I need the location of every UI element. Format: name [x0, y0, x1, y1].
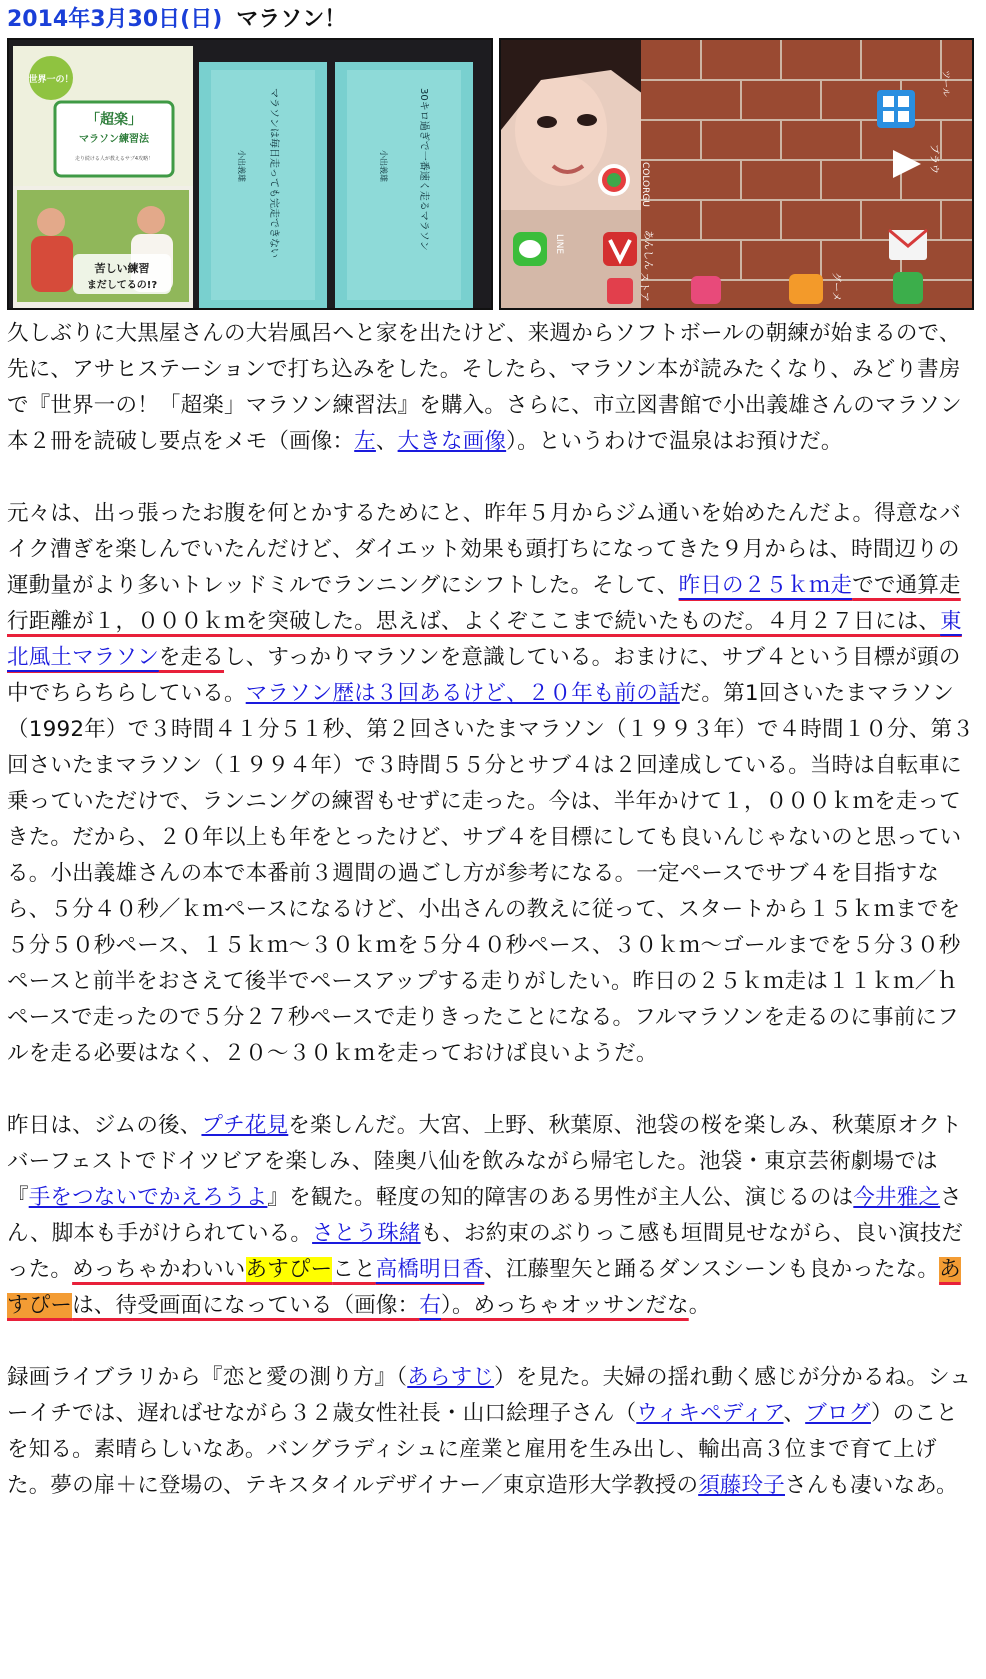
- app-label-line: LINE: [554, 234, 564, 255]
- paragraph-3: [7, 1108, 978, 1324]
- books-illustration: [9, 40, 491, 308]
- text: さんも凄いなあ。: [785, 1473, 958, 1498]
- app-label-browser: ブラウ: [928, 144, 939, 174]
- link-blog[interactable]: ブログ: [805, 1401, 871, 1426]
- link-yesterday-25km[interactable]: 昨日の２５ｋｍ走: [678, 573, 853, 598]
- text: ）を見た。夫婦の揺れ動く感じが分かるね。シューイチでは、遅ればせながら３２歳女性社長・山口絵理子さん（: [7, 1365, 972, 1426]
- phone-screen-photo[interactable]: [499, 38, 974, 310]
- entry-title: マラソン！: [236, 7, 347, 32]
- entry-date[interactable]: 2014年3月30日(日): [7, 7, 223, 32]
- book1-badge: 世界一の！: [28, 75, 74, 85]
- link-play-title[interactable]: 手をつないでかえろうよ: [28, 1185, 268, 1210]
- link-large-image[interactable]: 大きな画像: [397, 429, 507, 454]
- app-icon-heart: [691, 276, 721, 304]
- text: でで通算走行距離が１，０００ｋｍを突破した。思えば、よくぞここまで続いたものだ。４月２７日には、: [7, 573, 961, 634]
- text: めっちゃかわいい: [72, 1257, 246, 1282]
- app-icon-grid: [877, 90, 915, 128]
- app-label-tool: ツール: [940, 70, 950, 97]
- books-photo[interactable]: [7, 38, 493, 310]
- text: ）のことを知る。素晴らしいなあ。バングラディシュに産業と雇用を生み出し、輸出高３位まで育て上げた。夢の扉＋に登場の、テキスタイルデザイナー／東京造形大学教授の: [7, 1401, 958, 1498]
- text: さん、脚本も手がけられている。: [7, 1185, 962, 1246]
- app-icon-phone: [893, 272, 923, 304]
- book-cover-1: [13, 46, 193, 308]
- highlight-yellow: あすぴー: [245, 1257, 333, 1282]
- text: も、お約束のぶりっこ感も垣間見せながら、良い演技だった。: [7, 1221, 964, 1282]
- link-takahashi-asuka[interactable]: 高橋明日香: [375, 1257, 485, 1282]
- app-icon-anshin: [603, 230, 654, 270]
- link-sudo-reiko[interactable]: 須藤玲子: [698, 1473, 785, 1498]
- book1-bubble2: まだしてるの!?: [86, 280, 158, 291]
- text: だ。第1回さいたまマラソン（1992年）で３時間４１分５１秒、第２回さいたまマラソン（１９９３年）で４時間１０分、第３回さいたまマラソン（１９９４年）で３時間５５分とサブ４は２回達成している。当時は自転車に乗っていただけで、ランニングの練習もせずに走った。今は、半年かけて１，０００ｋｍを走ってきた。だから、２０年以上も年をとったけど、サブ４を目標にしても良いんじゃないのと思っている。小出義雄さんの本で本番前３週間の過ごし方が参考になる。一定ペースでサブ４を目指すなら、５分４０秒／ｋｍペースになるけど、小出さんの教えに従って、スタートから１５ｋｍまでを５分５０秒ペース、１５ｋｍ～３０ｋｍを５分４０秒ペース、３０ｋｍ～ゴールまでを５分３０秒ペースと前半をおさえて後半でペースアップする走りがしたい。昨日の２５ｋｍ走は１１ｋｍ／ｈペースで走ったので５分２７秒ペースで走りきったことになる。フルマラソンを走るのに事前にフルを走る必要はなく、２０～３０ｋｍを走っておけば良いようだ。: [7, 681, 974, 1066]
- link-imai-masayuki[interactable]: 今井雅之: [853, 1185, 941, 1210]
- book1-title-line1: 「超楽」: [86, 112, 142, 128]
- book3-title: 30キロ過ぎで一番速く走るマラソン: [418, 88, 429, 251]
- text: し、すっかりマラソンを意識している。おまけに、サブ４という目標が頭の中でちらちらしている。: [7, 645, 961, 706]
- book2-author: 小出義雄: [237, 150, 246, 182]
- red-underlined-passage: [72, 1257, 484, 1282]
- text: ）。というわけで温泉はお預けだ。: [506, 429, 843, 454]
- link-tohoku-marathon[interactable]: 東北風土マラソン: [7, 609, 962, 670]
- app-label-anshin: あんしん: [642, 230, 653, 270]
- text: を走る: [158, 645, 225, 670]
- text: 、江藤聖矢と踊るダンスシーンも良かったな。: [484, 1257, 940, 1282]
- text: 元々は、出っ張ったお腹を何とかするためにと、昨年５月からジム通いを始めたんだよ。得意なバイク漕ぎを楽しんでいたんだけど、ダイエット効果も頭打ちになってきた９月からは、時間辺りの運動量がより多いトレッドミルでランニングにシフトした。そして、: [7, 501, 961, 598]
- book3-author: 小出義雄: [379, 150, 388, 182]
- link-sato-tamao[interactable]: さとう珠緒: [312, 1221, 421, 1246]
- book1-subtitle: 走り続ける人が教えるサブ4攻略！: [74, 156, 154, 162]
- book-cover-2: [199, 62, 327, 308]
- text: 、: [375, 429, 398, 454]
- text: を楽しんだ。大宮、上野、秋葉原、池袋の桜を楽しみ、秋葉原オクトバーフェストでドイツビアを楽しみ、陸奥八仙を飲みながら帰宅した。池袋・東京芸術劇場では『: [7, 1113, 962, 1210]
- entry-body: [7, 316, 978, 1504]
- link-marathon-history[interactable]: マラソン歴は３回あるけど、２０年も前の話: [245, 681, 680, 706]
- text: 、: [783, 1401, 806, 1426]
- paragraph-1: [7, 316, 978, 460]
- link-right-image[interactable]: 右: [419, 1293, 442, 1318]
- phone-illustration: [501, 40, 972, 308]
- app-label-store: ストア: [638, 272, 649, 302]
- book1-title-line2: マラソン練習法: [79, 134, 149, 145]
- text: 録画ライブラリから『恋と愛の測り方』（: [7, 1365, 408, 1390]
- highlight-orange: あすぴー: [7, 1257, 961, 1318]
- text: 昨日は、ジムの後、: [7, 1113, 202, 1138]
- book-cover-3: [335, 62, 473, 308]
- link-left-image[interactable]: 左: [354, 429, 376, 454]
- book1-bubble1: 苦しい練習: [94, 262, 150, 275]
- entry-header: [7, 6, 978, 36]
- app-icon-gourmet: [789, 272, 842, 304]
- link-synopsis[interactable]: あらすじ: [407, 1365, 495, 1390]
- text: 久しぶりに大黒屋さんの大岩風呂へと家を出たけど、来週からソフトボールの朝練が始まるので、先に、アサヒステーションで打ち込みをした。そしたら、マラソン本が読みたくなり、みどり書房で『世界一の！「超楽」マラソン練習法』を購入。さらに、市立図書館で小出義雄さんのマラソン本２冊を読破し要点をメモ（画像：: [7, 321, 962, 454]
- link-petit-hanami[interactable]: プチ花見: [201, 1113, 289, 1138]
- text: は、待受画面になっている（画像：: [72, 1293, 420, 1318]
- paragraph-4: [7, 1360, 978, 1504]
- text: 。: [688, 1293, 711, 1318]
- text: こと: [332, 1257, 376, 1282]
- text: 』を観た。軽度の知的障害のある男性が主人公、演じるのは: [267, 1185, 854, 1210]
- book2-title: マラソンは毎日走っても完走できない: [268, 88, 279, 258]
- photo-row: [7, 38, 978, 310]
- paragraph-2: [7, 496, 978, 1072]
- link-wikipedia[interactable]: ウィキペディア: [636, 1401, 784, 1426]
- app-label-gourmet: グーメ: [830, 272, 841, 302]
- app-icon-mail: [889, 230, 927, 260]
- app-label-colorgu: COLORGU: [640, 162, 650, 207]
- text: ）。めっちゃオッサンだな: [441, 1293, 689, 1318]
